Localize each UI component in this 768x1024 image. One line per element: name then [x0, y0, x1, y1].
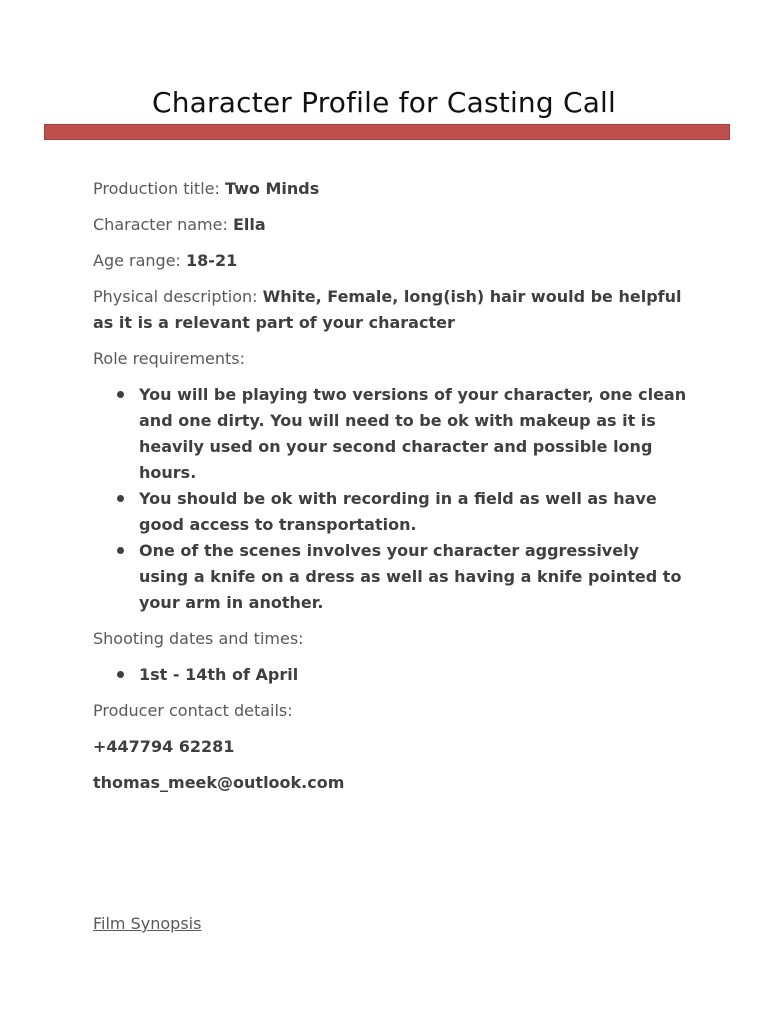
- profile-content: [93, 176, 693, 806]
- shooting-dates-label: Shooting dates and times:: [93, 629, 304, 648]
- physical-description-field: [93, 284, 693, 336]
- age-range-value: 18-21: [186, 251, 238, 270]
- bullet-icon: [117, 391, 124, 398]
- list-item-text: You should be ok with recording in a field as well as have good access to transportation.: [139, 489, 657, 534]
- bullet-icon: [117, 495, 124, 502]
- producer-contact-label: Producer contact details:: [93, 701, 293, 720]
- production-title-field: [93, 176, 693, 202]
- list-item: [93, 486, 693, 538]
- character-name-label: Character name:: [93, 215, 233, 234]
- bullet-icon: [117, 547, 124, 554]
- title-underline-bar: [44, 124, 730, 140]
- producer-email[interactable]: thomas_meek@outlook.com: [93, 773, 345, 792]
- producer-phone: +447794 62281: [93, 737, 235, 756]
- bullet-icon: [117, 671, 124, 678]
- production-title-label: Production title:: [93, 179, 225, 198]
- page-title: Character Profile for Casting Call: [151, 86, 617, 119]
- list-item: [93, 662, 693, 688]
- list-item-text: One of the scenes involves your character aggressively using a knife on a dress as well as having a knife pointed to your arm in another.: [139, 541, 682, 612]
- film-synopsis-link[interactable]: Film Synopsis: [93, 914, 202, 933]
- list-item: [93, 538, 693, 616]
- physical-description-label: Physical description:: [93, 287, 263, 306]
- character-name-field: [93, 212, 693, 238]
- role-requirements-label: Role requirements:: [93, 349, 246, 368]
- production-title-value: Two Minds: [224, 179, 320, 198]
- age-range-field: [93, 248, 693, 274]
- list-item: [93, 382, 693, 486]
- list-item-text: You will be playing two versions of your character, one clean and one dirty. You will need to be ok with makeup as it is heavily used on your second character and possible long hours.: [139, 385, 687, 482]
- shooting-dates-list: [93, 662, 693, 688]
- age-range-label: Age range:: [93, 251, 187, 270]
- list-item-text: 1st - 14th of April: [139, 665, 299, 684]
- role-requirements-list: [93, 382, 693, 616]
- physical-description-value: White, Female, long(ish) hair would be helpful as it is a relevant part of your character: [93, 287, 682, 332]
- character-name-value: Ella: [232, 215, 266, 234]
